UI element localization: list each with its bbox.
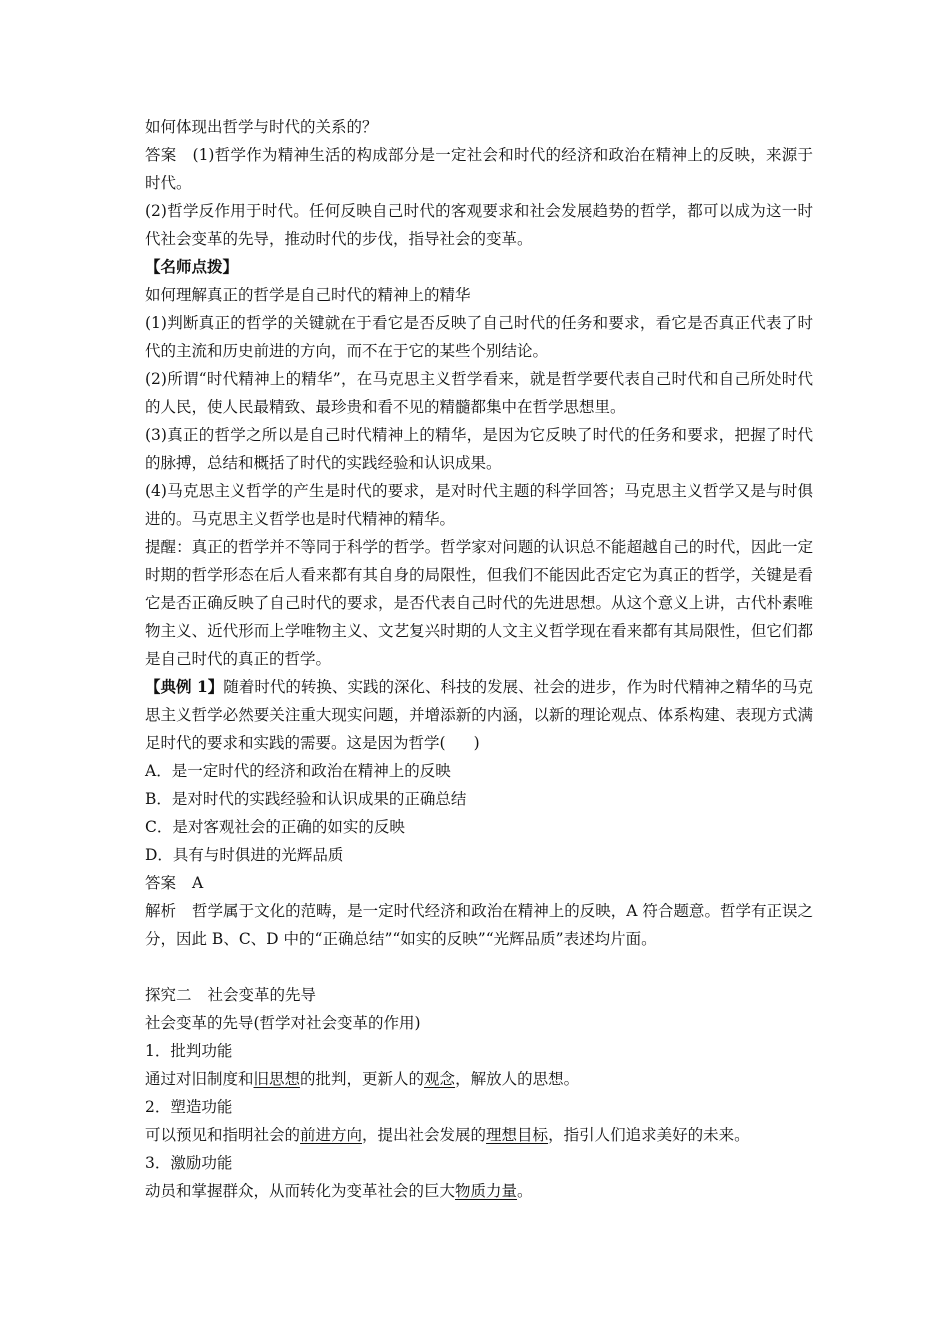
section2-title: 社会变革的先导 bbox=[207, 986, 317, 1004]
option-d: D．具有与时俱进的光辉品质 bbox=[145, 846, 344, 864]
f2-underline-1: 前进方向 bbox=[300, 1126, 363, 1144]
function-1-text bbox=[145, 1065, 813, 1093]
f2-part-3: ，指引人们追求美好的未来。 bbox=[548, 1126, 750, 1144]
f3-underline-1: 物质力量 bbox=[455, 1182, 518, 1200]
tips-item-4: (4)马克思主义哲学的产生是时代的要求，是对时代主题的科学回答；马克思主义哲学又是与时俱进的。马克思主义哲学也是时代精神的精华。 bbox=[145, 482, 813, 528]
option-a: A．是一定时代的经济和政治在精神上的反映 bbox=[145, 762, 451, 780]
section2-subtitle: 社会变革的先导(哲学对社会变革的作用) bbox=[145, 1014, 421, 1032]
tips-item-3: (3)真正的哲学之所以是自己时代精神上的精华，是因为它反映了时代的任务和要求，把握了时代的脉搏，总结和概括了时代的实践经验和认识成果。 bbox=[145, 426, 813, 472]
f2-part-1: 可以预见和指明社会的 bbox=[145, 1126, 301, 1144]
example-analysis bbox=[145, 897, 813, 953]
tips-item-2: (2)所谓“时代精神上的精华”，在马克思主义哲学看来，就是哲学要代表自己时代和自己所处时代的人民，使人民最精致、最珍贵和看不见的精髓都集中在哲学思想里。 bbox=[145, 370, 813, 416]
example-answer-value: A bbox=[192, 874, 204, 892]
option-b: B．是对时代的实践经验和认识成果的正确总结 bbox=[145, 790, 467, 808]
f2-part-2: ，提出社会发展的 bbox=[362, 1126, 487, 1144]
f3-part-1: 动员和掌握群众，从而转化为变革社会的巨大 bbox=[145, 1182, 456, 1200]
function-1-title: 1．批判功能 bbox=[145, 1042, 233, 1060]
example-stem bbox=[145, 673, 813, 757]
function-3-title: 3．激励功能 bbox=[145, 1154, 233, 1172]
section2-heading bbox=[145, 981, 813, 1009]
document-page bbox=[145, 113, 813, 1205]
f3-part-2: 。 bbox=[517, 1182, 533, 1200]
answer-text-1: (1)哲学作为精神生活的构成部分是一定社会和时代的经济和政治在精神上的反映，来源于时代。 bbox=[145, 146, 813, 192]
analysis-label: 解析 bbox=[145, 902, 177, 920]
question-intro: 如何体现出哲学与时代的关系的？ bbox=[145, 118, 378, 136]
example-answer bbox=[145, 869, 813, 897]
f1-underline-1: 旧思想 bbox=[253, 1070, 301, 1088]
f1-part-2: 的批判，更新人的 bbox=[300, 1070, 425, 1088]
tips-heading: 【名师点拨】 bbox=[145, 257, 239, 276]
analysis-text: 哲学属于文化的范畴，是一定时代经济和政治在精神上的反映，A 符合题意。哲学有正误之分，因此 B、C、D 中的“正确总结”“如实的反映”“光辉品质”表述均片面。 bbox=[145, 902, 813, 948]
answer-paragraph-2: (2)哲学反作用于时代。任何反映自己时代的客观要求和社会发展趋势的哲学，都可以成为这一时代社会变革的先导，推动时代的步伐，指导社会的变革。 bbox=[145, 202, 813, 248]
example-tag: 【典例 1】 bbox=[145, 677, 224, 696]
function-2-text bbox=[145, 1121, 813, 1149]
function-2-title: 2．塑造功能 bbox=[145, 1098, 233, 1116]
example-stem-end: ) bbox=[473, 734, 480, 752]
tips-item-1: (1)判断真正的哲学的关键就在于看它是否反映了自己时代的任务和要求，看它是否真正代表了时代的主流和历史前进的方向，而不在于它的某些个别结论。 bbox=[145, 314, 813, 360]
answer-paragraph-1 bbox=[145, 141, 813, 197]
example-answer-label: 答案 bbox=[145, 874, 177, 892]
tips-reminder: 提醒：真正的哲学并不等同于科学的哲学。哲学家对问题的认识总不能超越自己的时代，因此一定时期的哲学形态在后人看来都有其自身的局限性，但我们不能因此否定它为真正的哲学，关键是看它是否正确反映了自己时代的要求，是否代表自己时代的先进思想。从这个意义上讲，古代朴素唯物主义、近代形而上学唯物主义、文艺复兴时期的人文主义哲学现在看来都有其局限性，但它们都是自己时代的真正的哲学。 bbox=[145, 538, 813, 668]
section2-label: 探究二 bbox=[145, 986, 192, 1004]
example-stem-text: 随着时代的转换、实践的深化、科技的发展、社会的进步，作为时代精神之精华的马克思主义哲学必然要关注重大现实问题，并增添新的内涵，以新的理论观点、体系构建、表现方式满足时代的要求和实践的需要。这是因为哲学( bbox=[145, 678, 813, 752]
f1-part-3: ，解放人的思想。 bbox=[455, 1070, 580, 1088]
f1-underline-2: 观念 bbox=[424, 1070, 456, 1088]
option-c: C．是对客观社会的正确的如实的反映 bbox=[145, 818, 405, 836]
f1-part-1: 通过对旧制度和 bbox=[145, 1070, 254, 1088]
f2-underline-2: 理想目标 bbox=[486, 1126, 549, 1144]
answer-label: 答案 bbox=[145, 146, 177, 164]
function-3-text bbox=[145, 1177, 813, 1205]
tips-title: 如何理解真正的哲学是自己时代的精神上的精华 bbox=[145, 286, 471, 304]
